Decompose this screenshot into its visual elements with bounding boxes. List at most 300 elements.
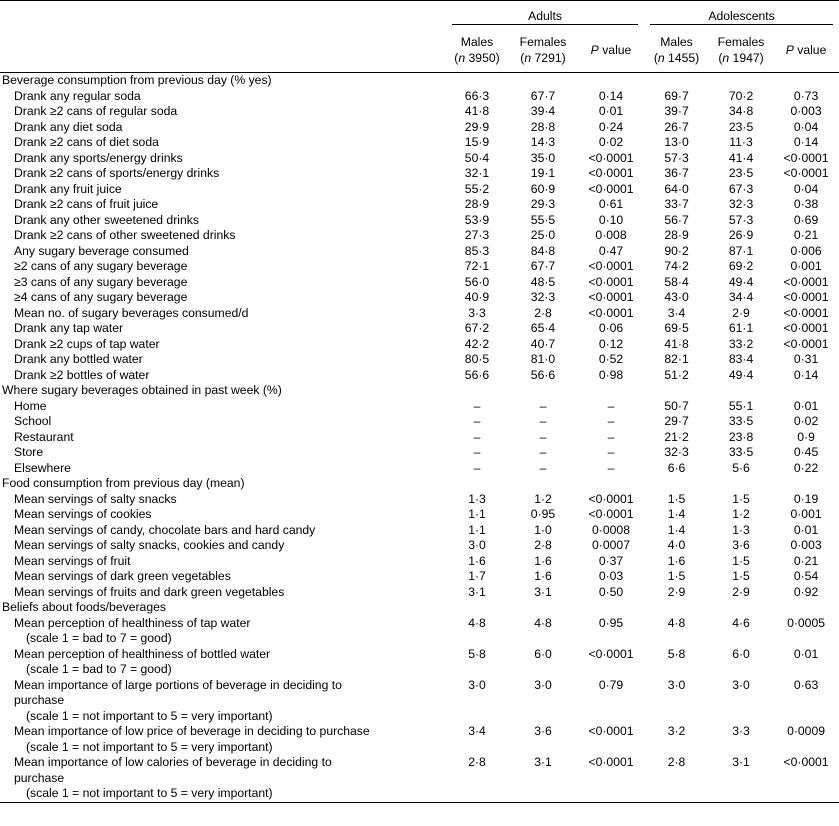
row-label: Home <box>14 398 47 413</box>
cell-adolescents-females: 26·9 <box>728 228 754 242</box>
row-label-cell <box>0 368 446 384</box>
cell-adolescents-p-value: 0·003 <box>790 538 822 552</box>
row-label: School <box>14 414 52 428</box>
cell-adults-females: – <box>539 414 547 428</box>
row-label: Mean servings of candy, chocolate bars and hard candy <box>14 522 316 537</box>
cell-adults-females: 55·5 <box>530 212 556 227</box>
cell-adults-p-value: 0·47 <box>598 243 624 258</box>
row-label-cell <box>0 104 446 120</box>
cell-adolescents-p-value: 0·04 <box>793 181 819 196</box>
cell-adolescents-females: 83·4 <box>728 352 754 366</box>
cell-adolescents-p-value: 0·001 <box>790 259 822 273</box>
cell-adolescents-females: 3·0 <box>732 677 750 692</box>
row-label-cell <box>0 337 446 353</box>
table-row <box>0 228 839 244</box>
row-label-continuation: (scale 1 = not important to 5 = very important) <box>26 708 273 723</box>
cell-adolescents-males: 57·3 <box>664 150 689 165</box>
row-label: Drank any sports/energy drinks <box>14 150 183 165</box>
cell-adolescents-males: 5·8 <box>667 646 686 661</box>
cell-adolescents-males: 36·7 <box>664 166 689 180</box>
cell-adults-females: 3·0 <box>534 677 552 692</box>
cell-adolescents-p-value: 0·38 <box>793 197 819 211</box>
table-row <box>0 135 839 151</box>
cell-adults-p-value: 0·12 <box>598 336 624 351</box>
table-row <box>0 399 839 415</box>
row-label-cell <box>0 678 446 725</box>
cell-adolescents-females: 1·3 <box>732 522 750 537</box>
cell-adults-males: 3·4 <box>468 724 486 738</box>
cell-adolescents-females: 49·4 <box>728 367 754 382</box>
row-label: Restaurant <box>14 429 74 444</box>
row-label: Mean importance of large portions of beverage in deciding to <box>14 677 342 692</box>
row-label-cell <box>0 321 446 337</box>
cell-adults-males: 5·8 <box>468 646 486 661</box>
cell-adolescents-females: 3·1 <box>709 755 773 802</box>
cell-adolescents-p-value: 0·69 <box>793 212 819 227</box>
row-label: Elsewhere <box>14 460 71 475</box>
row-label: Drank ≥2 cans of diet soda <box>14 135 159 149</box>
cell-adolescents-females: 1·5 <box>732 491 750 506</box>
column-header-label: Males <box>460 35 494 49</box>
table-row <box>0 151 839 167</box>
column-header-label: P value <box>590 43 632 57</box>
cell-adults-females: 40·7 <box>530 336 556 351</box>
cell-adolescents-p-value: <0·0001 <box>783 305 829 320</box>
cell-adolescents-females: 70·2 <box>728 88 754 103</box>
cell-adolescents-p-value: 0·0009 <box>787 724 826 738</box>
cell-adults-females: 56·6 <box>530 367 556 382</box>
cell-adolescents-males: 2·9 <box>667 584 686 599</box>
cell-adults-p-value: <0·0001 <box>588 491 634 506</box>
column-header-adults-p-value <box>578 28 644 73</box>
cell-adolescents-p-value: 0·0005 <box>787 615 826 630</box>
column-header-n: (n 1947) <box>718 51 764 65</box>
table-row <box>0 104 839 120</box>
row-label-cell <box>0 399 446 415</box>
cell-adults-p-value: – <box>607 398 615 413</box>
cell-adolescents-p-value: 0·003 <box>790 104 822 118</box>
cell-adults-males: 42·2 <box>464 336 490 351</box>
subheader-blank <box>0 28 446 73</box>
cell-adults-p-value: 0·02 <box>598 135 624 149</box>
cell-adults-males: 3·0 <box>468 677 486 692</box>
table-row <box>0 275 839 291</box>
row-label-cell <box>0 197 446 213</box>
cell-adolescents-males: 39·7 <box>664 104 689 118</box>
cell-adults-females: 48·5 <box>530 274 556 289</box>
row-label-continuation: (scale 1 = bad to 7 = good) <box>26 631 172 645</box>
cell-adolescents-males: 43·0 <box>664 290 689 304</box>
row-label-cell <box>0 616 446 647</box>
row-label-cell <box>0 585 446 601</box>
cell-adults-males: 56·0 <box>464 274 490 289</box>
cell-adults-p-value: <0·0001 <box>588 507 634 521</box>
table-row <box>0 166 839 182</box>
cell-adults-males: 1·6 <box>468 553 486 568</box>
table-row <box>0 492 839 508</box>
row-label-cell <box>0 445 446 461</box>
row-label-cell <box>0 228 446 244</box>
header-blank <box>0 1 446 29</box>
cell-adults-males: 1·1 <box>468 507 486 521</box>
cell-adults-males: 53·9 <box>464 212 490 227</box>
table-row <box>0 445 839 461</box>
column-header-label: Females <box>717 35 765 49</box>
column-header-n: (n 1455) <box>653 51 700 65</box>
row-label: Mean importance of low calories of beverage in deciding to <box>14 755 332 769</box>
cell-adolescents-p-value: 0·21 <box>793 553 819 568</box>
row-label-cell <box>0 166 446 182</box>
cell-adolescents-males: 32·3 <box>664 445 689 459</box>
row-label: Store <box>14 445 44 459</box>
cell-adults-females: 65·4 <box>530 321 556 335</box>
column-header-adolescents-males <box>644 28 709 73</box>
row-label: Mean servings of salty snacks <box>14 491 177 506</box>
cell-adolescents-males: 21·2 <box>664 429 689 444</box>
cell-adults-males: 55·2 <box>464 181 490 196</box>
cell-adolescents-females: 55·1 <box>728 398 754 413</box>
cell-adolescents-p-value: <0·0001 <box>773 755 839 802</box>
cell-adolescents-males: 50·7 <box>664 398 689 413</box>
row-label-cell <box>0 724 446 755</box>
cell-adults-p-value: <0·0001 <box>588 290 634 304</box>
table-body <box>0 73 839 803</box>
cell-adults-males: 85·3 <box>464 243 490 258</box>
row-label-cell <box>0 306 446 322</box>
row-label-continuation: (scale 1 = not important to 5 = very important) <box>26 739 273 754</box>
cell-adults-females: 35·0 <box>530 150 556 165</box>
cell-adults-p-value: <0·0001 <box>588 259 634 273</box>
cell-adults-p-value: 0·37 <box>598 553 624 568</box>
row-label: Drank any bottled water <box>14 352 143 366</box>
cell-adolescents-females: 32·3 <box>728 197 754 211</box>
cell-adolescents-males: 1·4 <box>667 522 686 537</box>
cell-adults-males: 72·1 <box>464 259 490 273</box>
cell-adults-p-value: <0·0001 <box>588 274 634 289</box>
table-row <box>0 724 839 755</box>
cell-adults-males: 29·9 <box>464 119 490 134</box>
cell-adults-males: 1·3 <box>468 491 486 506</box>
cell-adolescents-females: 23·5 <box>728 119 754 134</box>
column-header-label: Females <box>519 35 567 49</box>
row-label-cell <box>0 755 446 802</box>
cell-adolescents-males: 4·8 <box>667 615 686 630</box>
row-label-cell <box>0 259 446 275</box>
section-title: Food consumption from previous day (mean) <box>2 476 245 490</box>
row-label: Mean perception of healthiness of bottled water <box>14 646 271 661</box>
cell-adults-males: 50·4 <box>464 150 490 165</box>
cell-adolescents-p-value: 0·006 <box>790 243 822 258</box>
cell-adults-p-value: 0·06 <box>598 321 624 335</box>
cell-adolescents-females: 33·5 <box>728 445 754 459</box>
cell-adults-males: 2·8 <box>446 755 508 802</box>
cell-adolescents-p-value: 0·19 <box>793 491 819 506</box>
table-row <box>0 678 839 725</box>
cell-adults-females: 39·4 <box>530 104 556 118</box>
table-row <box>0 182 839 198</box>
cell-adults-females: 1·6 <box>534 569 552 583</box>
cell-adolescents-p-value: 0·22 <box>793 460 819 475</box>
cell-adolescents-males: 1·6 <box>667 553 686 568</box>
group-header-adolescents: Adolescents <box>644 1 839 29</box>
column-header-adolescents-females <box>709 28 773 73</box>
row-label: Drank any fruit juice <box>14 181 122 196</box>
row-label: Drank any regular soda <box>14 88 141 103</box>
cell-adults-females: 1·6 <box>534 553 552 568</box>
cell-adolescents-females: 2·9 <box>732 584 750 599</box>
cell-adolescents-males: 56·7 <box>664 212 689 227</box>
column-header-n: (n 3950) <box>454 51 500 65</box>
cell-adults-males: 67·2 <box>464 321 490 335</box>
cell-adolescents-p-value: 0·01 <box>793 646 819 661</box>
row-label: Mean servings of fruits and dark green vegetables <box>14 584 285 599</box>
row-label-cell <box>0 151 446 167</box>
cell-adults-males: 27·3 <box>464 228 490 242</box>
cell-adolescents-males: 28·9 <box>664 228 689 242</box>
cell-adolescents-males: 33·7 <box>664 197 689 211</box>
cell-adults-males: – <box>473 445 481 459</box>
cell-adolescents-females: 23·5 <box>728 166 754 180</box>
table-row <box>0 337 839 353</box>
cell-adolescents-females: 33·5 <box>728 414 754 428</box>
row-label: Drank ≥2 cans of sports/energy drinks <box>14 166 220 180</box>
cell-adolescents-females: 34·8 <box>728 104 754 118</box>
table-row <box>0 616 839 647</box>
cell-adults-females: 28·8 <box>530 119 556 134</box>
section-title: Beliefs about foods/beverages <box>2 600 166 614</box>
cell-adolescents-p-value: 0·14 <box>793 367 819 382</box>
cell-adults-males: – <box>473 460 481 475</box>
cell-adults-p-value: 0·10 <box>598 212 624 227</box>
column-header-adults-males <box>446 28 508 73</box>
cell-adults-p-value: 0·24 <box>598 119 624 134</box>
cell-adolescents-p-value: 0·01 <box>793 522 819 537</box>
cell-adults-males: 32·1 <box>464 166 490 180</box>
cell-adults-p-value: <0·0001 <box>588 181 634 196</box>
cell-adults-females: 84·8 <box>530 243 556 258</box>
row-label-cell <box>0 120 446 136</box>
cell-adults-p-value: <0·0001 <box>588 646 634 661</box>
cell-adults-males: 66·3 <box>464 88 490 103</box>
row-label-cell <box>0 352 446 368</box>
group-header-adults: Adults <box>446 1 644 29</box>
cell-adults-males: 56·6 <box>464 367 490 382</box>
row-label-continuation: purchase <box>14 770 65 785</box>
cell-adults-females: 6·0 <box>534 646 552 661</box>
table-row <box>0 213 839 229</box>
cell-adolescents-p-value: 0·001 <box>790 507 822 521</box>
row-label-continuation: (scale 1 = not important to 5 = very important) <box>26 786 273 800</box>
cell-adults-males: 4·8 <box>468 615 486 630</box>
section-header-row <box>0 73 839 89</box>
row-label: Any sugary beverage consumed <box>14 243 189 258</box>
cell-adolescents-females: 1·5 <box>732 553 750 568</box>
cell-adults-females: 4·8 <box>534 615 552 630</box>
cell-adults-p-value: 0·03 <box>598 569 624 583</box>
row-label-cell <box>0 538 446 554</box>
row-label: Drank ≥2 cups of tap water <box>14 336 160 351</box>
table-row <box>0 89 839 105</box>
cell-adolescents-males: 29·7 <box>664 414 689 428</box>
table-row <box>0 414 839 430</box>
row-label-cell <box>0 244 446 260</box>
cell-adults-p-value: <0·0001 <box>588 305 634 320</box>
row-label: ≥3 cans of any sugary beverage <box>14 274 188 289</box>
table-row <box>0 430 839 446</box>
cell-adults-males: 3·1 <box>468 584 486 599</box>
cell-adolescents-males: 69·7 <box>664 88 689 103</box>
cell-adults-p-value: <0·0001 <box>588 150 634 165</box>
section-header-row <box>0 600 839 616</box>
row-label-cell <box>0 213 446 229</box>
table-row <box>0 120 839 136</box>
cell-adults-p-value: <0·0001 <box>588 724 634 738</box>
cell-adolescents-p-value: <0·0001 <box>783 166 829 180</box>
cell-adolescents-males: 41·8 <box>664 336 689 351</box>
row-label-cell <box>0 554 446 570</box>
cell-adults-p-value: 0·61 <box>598 197 624 211</box>
cell-adults-p-value: 0·95 <box>598 615 624 630</box>
table-row <box>0 259 839 275</box>
row-label-cell <box>0 523 446 539</box>
row-label-cell <box>0 430 446 446</box>
cell-adolescents-females: 5·6 <box>732 460 750 475</box>
cell-adolescents-males: 2·8 <box>644 755 709 802</box>
cell-adolescents-females: 69·2 <box>728 259 754 273</box>
cell-adolescents-p-value: 0·04 <box>793 119 819 134</box>
cell-adolescents-males: 4·0 <box>667 538 686 552</box>
cell-adolescents-males: 82·1 <box>664 352 689 366</box>
cell-adolescents-p-value: 0·73 <box>793 88 819 103</box>
cell-adolescents-males: 1·5 <box>667 491 686 506</box>
cell-adolescents-females: 61·1 <box>728 321 754 335</box>
cell-adolescents-p-value: <0·0001 <box>783 290 829 304</box>
cell-adolescents-males: 1·4 <box>667 507 686 521</box>
cell-adults-females: – <box>539 429 547 444</box>
cell-adults-females: 32·3 <box>530 290 556 304</box>
cell-adults-males: 41·8 <box>464 104 490 118</box>
cell-adults-females: 29·3 <box>530 197 556 211</box>
cell-adolescents-females: 3·6 <box>732 538 750 552</box>
cell-adolescents-males: 58·4 <box>664 274 689 289</box>
row-label: Drank any diet soda <box>14 119 123 134</box>
cell-adults-males: 1·1 <box>468 522 486 537</box>
cell-adolescents-females: 4·6 <box>732 615 750 630</box>
table-row <box>0 321 839 337</box>
cell-adolescents-males: 1·5 <box>667 569 686 583</box>
cell-adults-p-value: 0·008 <box>595 228 627 242</box>
cell-adults-females: 19·1 <box>530 166 556 180</box>
cell-adults-females: 14·3 <box>530 135 556 149</box>
cell-adolescents-males: 51·2 <box>664 367 689 382</box>
table-row <box>0 538 839 554</box>
cell-adults-females: – <box>539 445 547 459</box>
cell-adults-p-value: 0·14 <box>598 88 624 103</box>
table-row <box>0 647 839 678</box>
cell-adults-females: 67·7 <box>530 259 556 273</box>
cell-adults-males: 3·0 <box>468 538 486 552</box>
cell-adults-p-value: 0·01 <box>598 104 624 118</box>
cell-adolescents-females: 41·4 <box>728 150 754 165</box>
cell-adolescents-males: 13·0 <box>664 135 689 149</box>
column-header-label: Males <box>660 35 693 49</box>
cell-adolescents-females: 23·8 <box>728 429 754 444</box>
cell-adults-females: – <box>539 460 547 475</box>
cell-adolescents-p-value: <0·0001 <box>783 274 829 289</box>
table-row <box>0 461 839 477</box>
cell-adults-females: 2·8 <box>534 538 552 552</box>
row-label-cell <box>0 135 446 151</box>
row-label-cell <box>0 182 446 198</box>
table-row <box>0 244 839 260</box>
cell-adolescents-females: 34·4 <box>728 290 754 304</box>
table-row <box>0 306 839 322</box>
row-label: ≥4 cans of any sugary beverage <box>14 290 188 304</box>
cell-adolescents-females: 6·0 <box>732 646 750 661</box>
row-label-continuation: purchase <box>14 693 65 707</box>
row-label-cell <box>0 290 446 306</box>
row-label-cell <box>0 507 446 523</box>
cell-adults-males: 3·3 <box>468 305 486 320</box>
cell-adolescents-females: 1·2 <box>732 507 750 521</box>
column-header-n: (n 7291) <box>520 51 566 65</box>
cell-adolescents-p-value: 0·21 <box>793 228 819 242</box>
table-row <box>0 554 839 570</box>
cell-adults-p-value: – <box>607 429 615 444</box>
row-label-continuation: (scale 1 = bad to 7 = good) <box>26 662 172 676</box>
cell-adults-males: – <box>473 398 481 413</box>
cell-adults-males: 28·9 <box>464 197 490 211</box>
cell-adolescents-males: 3·2 <box>667 724 686 738</box>
cell-adults-males: 80·5 <box>464 352 490 366</box>
row-label-cell <box>0 275 446 291</box>
cell-adolescents-males: 74·2 <box>664 259 689 273</box>
cell-adolescents-females: 57·3 <box>728 212 754 227</box>
cell-adolescents-females: 87·1 <box>728 243 754 258</box>
cell-adolescents-p-value: 0·92 <box>793 584 819 599</box>
column-header-adolescents-p-value <box>773 28 839 73</box>
cell-adolescents-p-value: 0·9 <box>797 429 815 444</box>
table-row <box>0 507 839 523</box>
cell-adolescents-p-value: 0·02 <box>793 414 819 428</box>
cell-adults-males: – <box>473 429 481 444</box>
cell-adults-females: 67·7 <box>530 88 556 103</box>
row-label: Mean servings of dark green vegetables <box>14 569 231 583</box>
table-row <box>0 290 839 306</box>
cell-adults-p-value: <0·0001 <box>588 166 634 180</box>
cell-adults-females: 1·0 <box>534 522 552 537</box>
cell-adolescents-p-value: 0·63 <box>793 677 819 692</box>
table-row <box>0 585 839 601</box>
cell-adults-p-value: 0·0008 <box>592 522 630 537</box>
row-label: Drank ≥2 bottles of water <box>14 367 150 382</box>
cell-adolescents-males: 6·6 <box>667 460 686 475</box>
row-label: Mean perception of healthiness of tap water <box>14 615 251 630</box>
cell-adolescents-males: 69·5 <box>664 321 689 335</box>
row-label: Drank ≥2 cans of other sweetened drinks <box>14 228 236 242</box>
cell-adolescents-p-value: 0·54 <box>793 569 819 583</box>
cell-adults-females: 25·0 <box>530 228 556 242</box>
cell-adolescents-females: 33·2 <box>728 336 754 351</box>
cell-adolescents-p-value: <0·0001 <box>783 150 829 165</box>
cell-adults-females: 1·2 <box>534 491 552 506</box>
row-label: Drank ≥2 cans of fruit juice <box>14 197 159 211</box>
cell-adolescents-females: 1·5 <box>732 569 750 583</box>
table-row <box>0 197 839 213</box>
table-row <box>0 352 839 368</box>
cell-adults-p-value: 0·98 <box>598 367 624 382</box>
table-row <box>0 523 839 539</box>
